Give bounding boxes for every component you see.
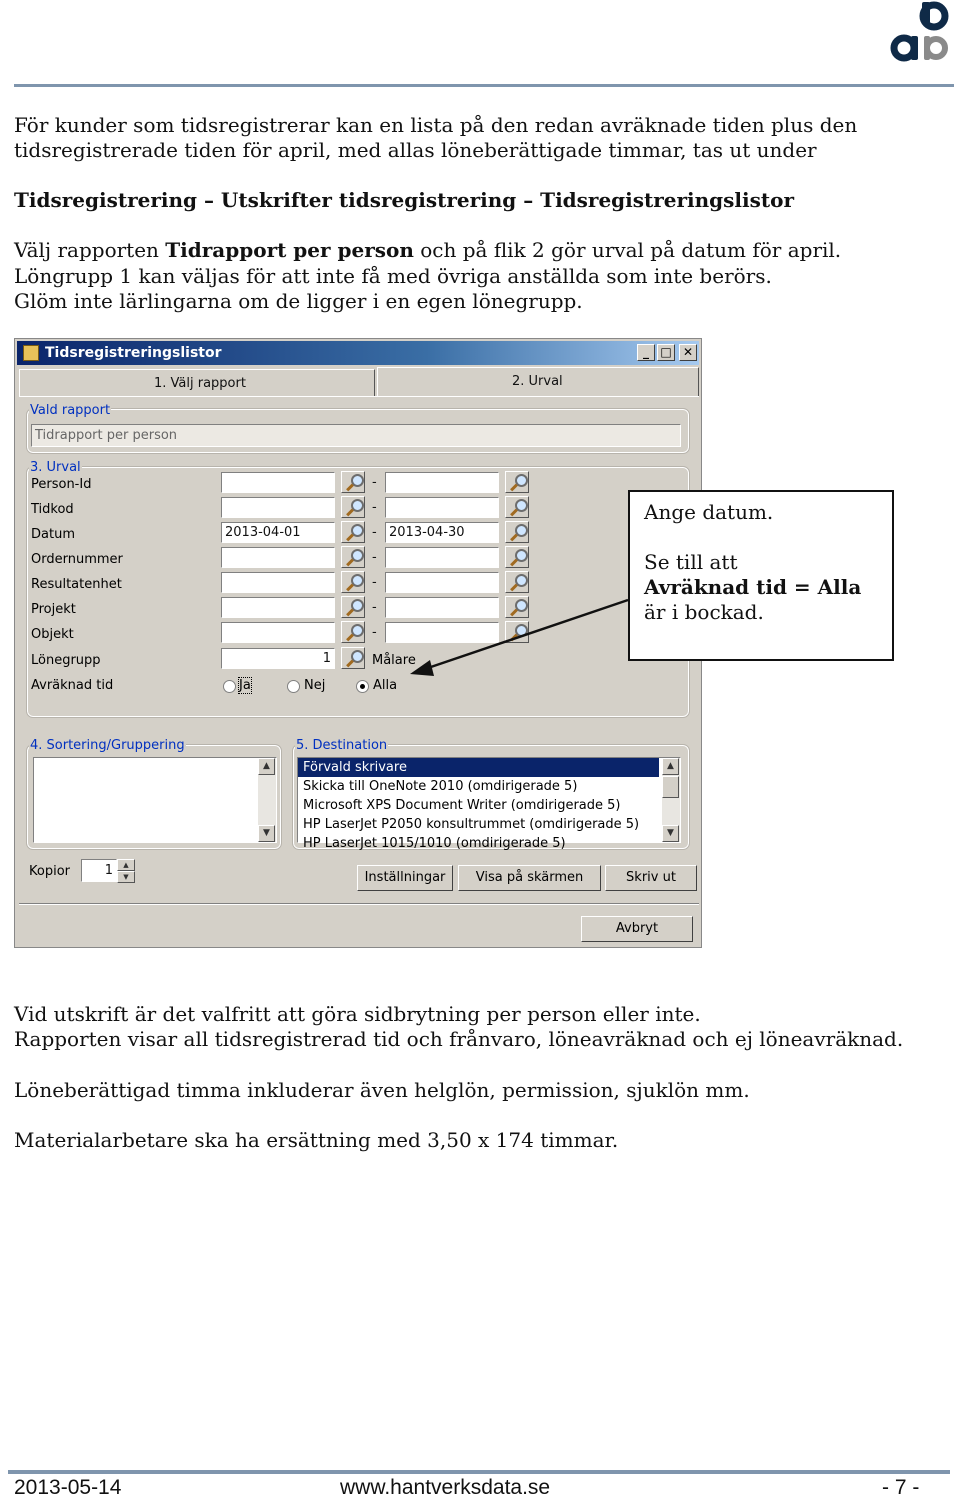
search-icon[interactable] — [341, 596, 365, 618]
label-datum: Datum — [31, 527, 75, 542]
close-button[interactable]: ✕ — [679, 344, 697, 361]
tab-divider — [19, 396, 699, 397]
vald-rapport-field[interactable]: Tidrapport per person — [31, 424, 681, 447]
callout-line-4: är i bockad. — [644, 600, 764, 624]
tab-urval-label: 2. Urval — [512, 374, 563, 389]
search-icon[interactable] — [341, 647, 365, 669]
intro-line-5: Löngrupp 1 kan väljas för att inte få med övriga anställda som inte berörs. — [14, 264, 772, 288]
tidkod-from[interactable] — [221, 497, 335, 518]
radio-ja[interactable] — [223, 680, 236, 693]
range-dash: - — [372, 475, 377, 490]
search-icon[interactable] — [505, 546, 529, 568]
intro-line-1: För kunder som tidsregistrerar kan en lista på den redan avräknade tiden plus den — [14, 113, 858, 137]
header-rule — [14, 84, 954, 87]
annotation-callout — [628, 490, 894, 661]
tidkod-to[interactable] — [385, 497, 499, 518]
destination-item[interactable]: HP LaserJet 1015/1010 (omdirigerade 5) — [303, 836, 566, 851]
scroll-up-icon[interactable]: ▲ — [662, 758, 679, 775]
search-icon[interactable] — [341, 496, 365, 518]
intro-line-2: tidsregistrerade tiden för april, med allas löneberättigade timmar, tas ut under — [14, 138, 817, 162]
ordernummer-from[interactable] — [221, 547, 335, 568]
search-icon[interactable] — [505, 471, 529, 493]
menu-path: Tidsregistrering – Utskrifter tidsregistrering – Tidsregistreringslistor — [14, 188, 794, 212]
footer-url[interactable]: www.hantverksdata.se — [340, 1476, 551, 1499]
range-dash: - — [372, 625, 377, 640]
scroll-down-icon[interactable]: ▼ — [662, 825, 679, 842]
scroll-up-icon[interactable]: ▲ — [258, 758, 275, 775]
spin-down-icon[interactable]: ▼ — [117, 871, 135, 883]
destination-item[interactable]: HP LaserJet P2050 konsultrummet (omdirigerade 5) — [303, 817, 640, 832]
tab-valj-rapport[interactable] — [19, 369, 375, 397]
page-number: - 7 - — [882, 1476, 920, 1499]
separator-highlight — [19, 904, 699, 905]
tab-urval[interactable] — [377, 367, 699, 397]
destination-item[interactable]: Microsoft XPS Document Writer (omdirigerade 5) — [303, 798, 621, 813]
range-dash: - — [372, 575, 377, 590]
label-person-id: Person-Id — [31, 477, 92, 492]
spin-up-icon[interactable]: ▲ — [117, 859, 135, 871]
radio-alla[interactable] — [356, 680, 369, 693]
sortering-list[interactable] — [33, 757, 277, 843]
urval-label: 3. Urval — [30, 460, 81, 475]
avbryt-button[interactable]: Avbryt — [581, 916, 693, 942]
callout-line-1: Ange datum. — [644, 500, 774, 524]
radio-nej-label: Nej — [304, 678, 326, 693]
search-icon[interactable] — [341, 471, 365, 493]
label-resultatenhet: Resultatenhet — [31, 577, 122, 592]
radio-ja-label: Ja — [239, 678, 251, 693]
minimize-button[interactable]: _ — [637, 344, 655, 361]
calendar-search-icon[interactable] — [505, 521, 529, 543]
objekt-from[interactable] — [221, 622, 335, 643]
callout-arrow — [400, 590, 640, 680]
maximize-button[interactable]: □ — [657, 344, 675, 361]
visa-pa-skarmen-button[interactable]: Visa på skärmen — [458, 865, 601, 891]
ordernummer-to[interactable] — [385, 547, 499, 568]
destination-item[interactable]: Skicka till OneNote 2010 (omdirigerade 5) — [303, 779, 578, 794]
resultatenhet-from[interactable] — [221, 572, 335, 593]
range-dash: - — [372, 550, 377, 565]
lonegrupp-name: Målare — [372, 653, 416, 668]
company-logo — [888, 0, 954, 66]
datum-from[interactable]: 2013-04-01 — [221, 522, 335, 543]
callout-line-2: Se till att — [644, 550, 738, 574]
destination-label: 5. Destination — [296, 738, 388, 753]
destination-item[interactable]: Förvald skrivare — [298, 758, 659, 777]
sortering-label: 4. Sortering/Gruppering — [30, 738, 185, 753]
after-line-4: Materialarbetare ska ha ersättning med 3,50 x 174 timmar. — [14, 1128, 619, 1152]
intro-line-6: Glöm inte lärlingarna om de ligger i en egen lönegrupp. — [14, 289, 583, 313]
installningar-button[interactable]: Inställningar — [357, 865, 453, 891]
lonegrupp-field[interactable]: 1 — [221, 648, 335, 669]
datum-to[interactable]: 2013-04-30 — [385, 522, 499, 543]
dialog-titlebar — [17, 341, 699, 365]
callout-line-3: Avräknad tid = Alla — [644, 575, 862, 599]
footer-rule — [8, 1470, 950, 1474]
range-dash: - — [372, 600, 377, 615]
dialog-title: Tidsregistreringslistor — [45, 345, 222, 361]
after-line-3: Löneberättigad timma inkluderar även helglön, permission, sjuklön mm. — [14, 1078, 750, 1102]
range-dash: - — [372, 500, 377, 515]
projekt-from[interactable] — [221, 597, 335, 618]
search-icon[interactable] — [341, 621, 365, 643]
skriv-ut-button[interactable]: Skriv ut — [605, 865, 697, 891]
vald-rapport-label: Vald rapport — [30, 403, 111, 418]
kopior-field[interactable]: 1 — [81, 859, 117, 882]
person-id-from[interactable] — [221, 472, 335, 493]
destination-list[interactable] — [297, 757, 681, 851]
after-line-2: Rapporten visar all tidsregistrerad tid och frånvaro, löneavräknad och ej löneavräknad. — [14, 1027, 904, 1051]
search-icon[interactable] — [341, 571, 365, 593]
intro-line-4: Välj rapporten Tidrapport per person och på flik 2 gör urval på datum för april. — [14, 238, 842, 262]
label-avraknad-tid: Avräknad tid — [31, 678, 114, 693]
search-icon[interactable] — [505, 496, 529, 518]
label-projekt: Projekt — [31, 602, 76, 617]
label-lonegrupp: Lönegrupp — [31, 653, 101, 668]
person-id-to[interactable] — [385, 472, 499, 493]
radio-alla-label: Alla — [373, 678, 398, 693]
label-objekt: Objekt — [31, 627, 74, 642]
label-tidkod: Tidkod — [31, 502, 74, 517]
radio-nej[interactable] — [287, 680, 300, 693]
search-icon[interactable] — [341, 546, 365, 568]
app-icon — [23, 345, 39, 361]
after-line-1: Vid utskrift är det valfritt att göra sidbrytning per person eller inte. — [14, 1002, 701, 1026]
kopior-label: Kopior — [29, 864, 70, 879]
scroll-down-icon[interactable]: ▼ — [258, 825, 275, 842]
calendar-search-icon[interactable] — [341, 521, 365, 543]
range-dash: - — [372, 525, 377, 540]
tab-valj-rapport-label: 1. Välj rapport — [154, 376, 246, 391]
label-ordernummer: Ordernummer — [31, 552, 123, 567]
scroll-thumb[interactable] — [662, 776, 679, 798]
footer-date: 2013-05-14 — [14, 1476, 122, 1499]
